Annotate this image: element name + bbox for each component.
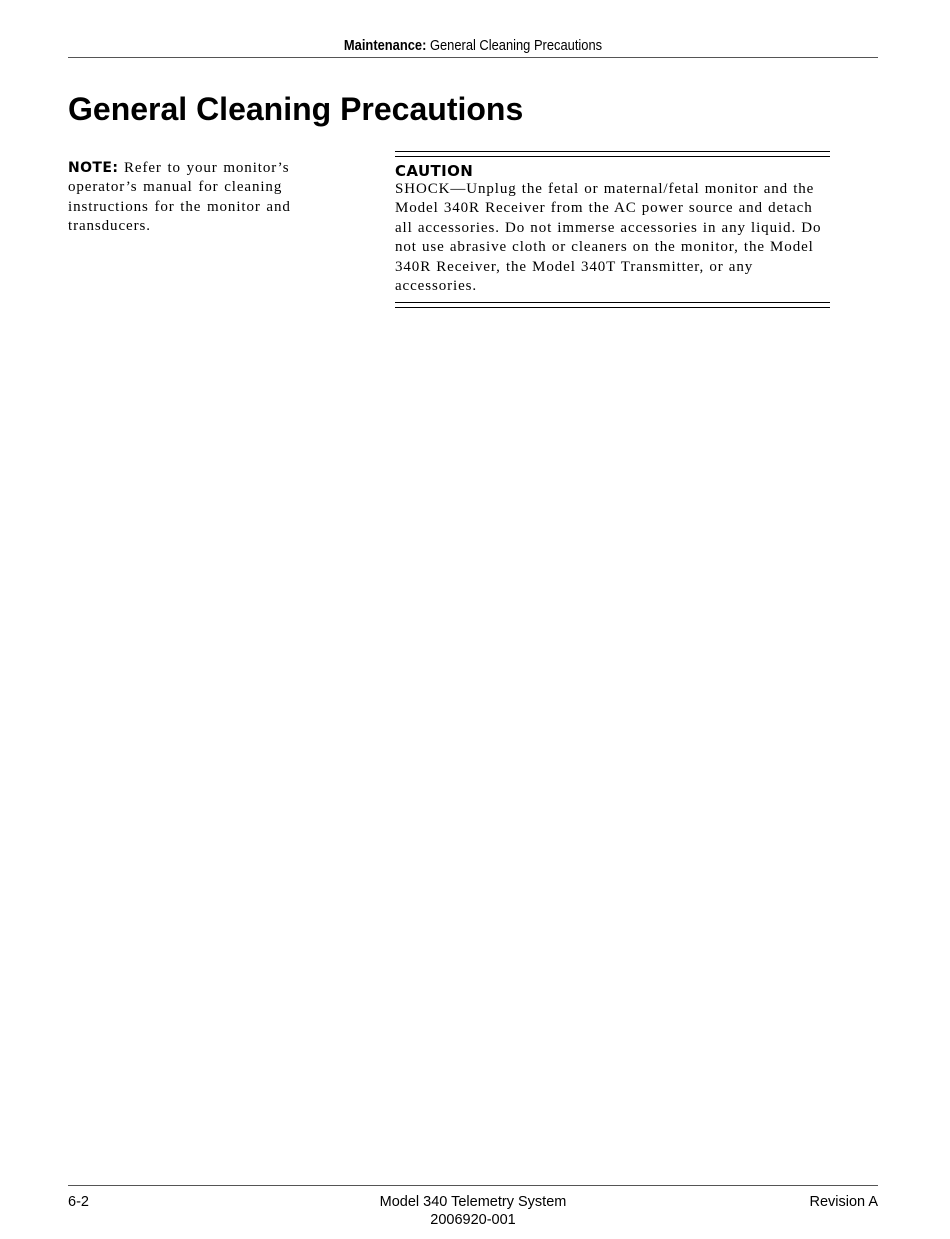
page-number: 6-2	[68, 1194, 89, 1210]
caution-label: CAUTION	[395, 162, 474, 180]
document-number: 2006920-001	[430, 1212, 516, 1228]
revision-label: Revision A	[809, 1194, 878, 1210]
note-label: NOTE:	[68, 160, 119, 176]
footer-center	[68, 1193, 878, 1229]
page-title: General Cleaning Precautions	[68, 91, 524, 127]
note-text: Refer to your monitor’s operator’s manual for cleaning instructions for the monitor and transducers.	[68, 160, 291, 235]
footer-rule	[68, 1185, 878, 1186]
running-header	[125, 36, 822, 56]
header-rule	[68, 57, 878, 58]
caution-top-rule	[395, 151, 830, 157]
header-section-label: Maintenance:	[343, 37, 427, 54]
caution-text: SHOCK—Unplug the fetal or maternal/fetal monitor and the Model 340R Receiver from the AC power source and detach all accessories. Do not immerse accessories in any liquid. Do not use abrasive cloth or cleaners on the monitor, the Model 340R Receiver, the Model 340T Transmitter, or any accessories.	[395, 181, 822, 295]
caution-box	[395, 151, 830, 308]
caution-bottom-rule	[395, 302, 830, 308]
product-name: Model 340 Telemetry System	[379, 1194, 567, 1210]
header-topic: General Cleaning Precautions	[429, 37, 603, 54]
note-block	[68, 159, 323, 237]
